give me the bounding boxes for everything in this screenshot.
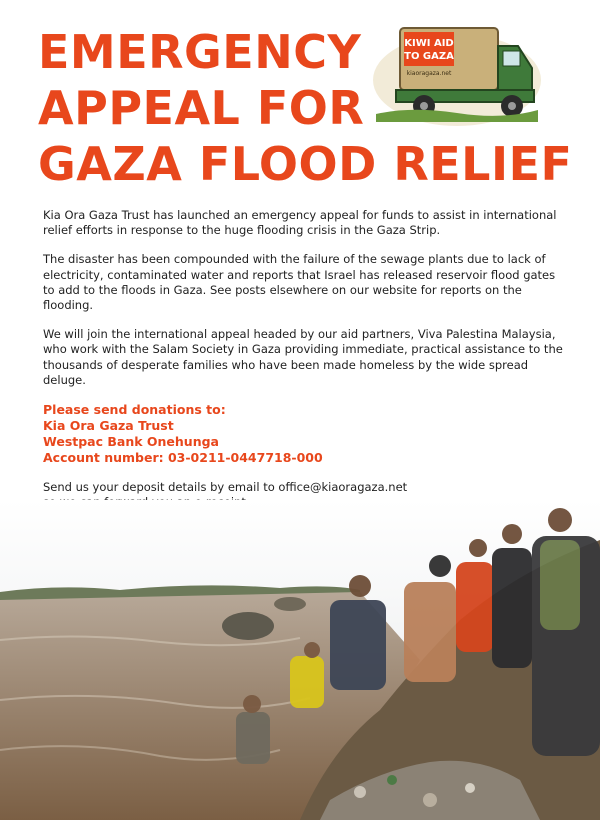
donation-bank: Westpac Bank Onehunga	[43, 434, 219, 450]
donation-heading: Please send donations to:	[43, 402, 226, 418]
donation-details	[43, 402, 563, 466]
intro-paragraph: Kia Ora Gaza Trust has launched an emergency appeal for funds to assist in international relief efforts in response to the huge flooding crisis in the Gaza Strip.	[43, 208, 557, 238]
kiwi-aid-truck-logo	[372, 18, 542, 128]
flood-rescue-photo	[0, 500, 600, 820]
headline-line-1: EMERGENCY	[38, 25, 362, 79]
email-note-line-1: Send us your deposit details by email to office@kiaoragaza.net	[43, 480, 408, 495]
headline-line-2: APPEAL FOR	[38, 81, 365, 135]
partners-paragraph: We will join the international appeal headed by our aid partners, Viva Palestina Malaysia, who work with the Salam Society in Gaza providing immediate, practical assistance to the thousands of desperate families who have been made homeless by the wide spread deluge.	[43, 327, 563, 387]
donation-trust-name: Kia Ora Gaza Trust	[43, 418, 174, 434]
headline-line-3: GAZA FLOOD RELIEF	[38, 137, 573, 191]
logo-url: kiaoragaza.net	[406, 70, 452, 77]
donation-account-number: Account number: 03-0211-0447718-000	[43, 450, 323, 466]
logo-text-line-1: KIWI AID	[404, 38, 454, 49]
logo-text-line-2: TO GAZA	[404, 51, 454, 62]
disaster-paragraph: The disaster has been compounded with the failure of the sewage plants due to lack of electricity, contaminated water and reports that Israel has released reservoir flood gates to add to the floods in Gaza. See posts elsewhere on our website for reports on the flooding.	[43, 252, 556, 313]
